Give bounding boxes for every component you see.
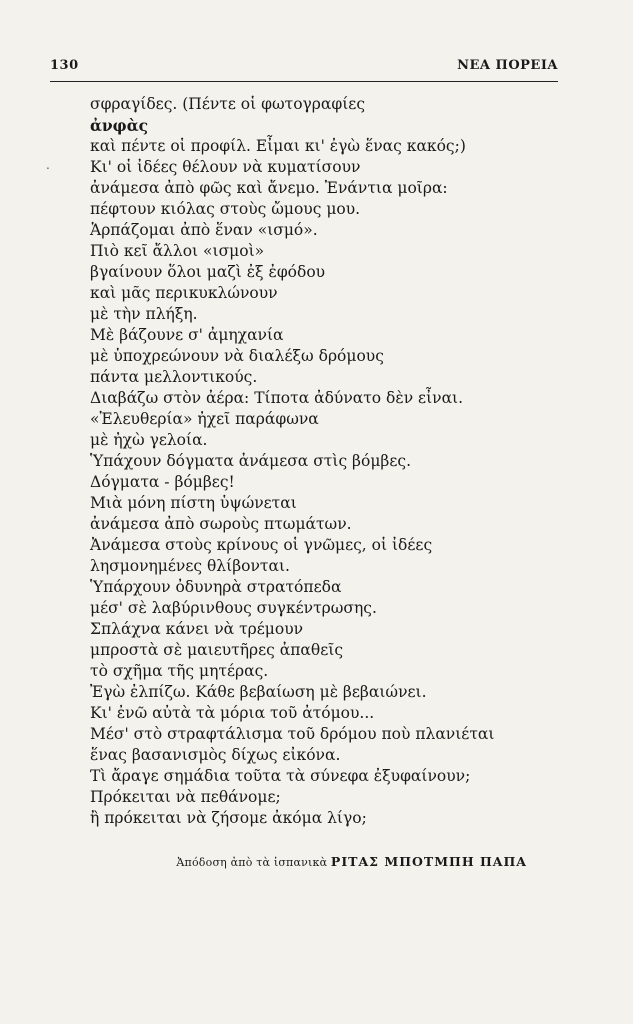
running-title: ΝΕΑ ΠΟΡΕΙΑ <box>457 58 558 73</box>
poem-line: Μιὰ μόνη πίστη ὑψώνεται <box>90 494 297 512</box>
poem-line: Σπλάχνα κάνει νὰ τρέμουν <box>90 620 304 638</box>
poem-line: Μὲ βάζουνε σ' ἀμηχανία <box>90 326 284 344</box>
poem-line: τὸ σχῆμα τῆς μητέρας. <box>90 662 269 680</box>
poem-line: βγαίνουν ὅλοι μαζὶ ἐξ ἐφόδου <box>90 263 326 281</box>
translation-credit <box>0 854 527 869</box>
poem-line: ἕνας βασανισμὸς δίχως εἰκόνα. <box>90 746 341 764</box>
poem-line: Ὑπάχουν δόγματα ἀνάμεσα στὶς βόμβες. <box>90 452 412 470</box>
poem-line: Διαβάζω στὸν ἀέρα: Τίποτα ἀδύνατο δὲν εἶναι. <box>90 389 464 407</box>
poem-line: πάντα μελλοντικούς. <box>90 368 258 386</box>
poem-line: πέφτουν κιόλας στοὺς ὤμους μου. <box>90 200 361 218</box>
poem-line: Δόγματα - βόμβες! <box>90 473 235 491</box>
poem-line: Μέσ' στὸ στραφτάλισμα τοῦ δρόμου ποὺ πλανιέται <box>90 725 495 743</box>
poem-line: σφραγίδες. (Πέντε οἱ φωτογραφίες <box>90 95 366 113</box>
margin-dot: . <box>46 158 50 172</box>
poem-line: Τὶ ἄραγε σημάδια τοῦτα τὰ σύνεφα ἐξυφαίνουν; <box>90 767 471 785</box>
header-rule <box>50 81 558 82</box>
poem-line: μπροστὰ σὲ μαιευτῆρες ἀπαθεῖς <box>90 641 344 659</box>
poem-line: λησμονημένες θλίβονται. <box>90 557 290 575</box>
poem-line: μέσ' σὲ λαβύρινθους συγκέντρωσης. <box>90 599 377 617</box>
poem-line: Κι' οἱ ἰδέες θέλουν νὰ κυματίσουν <box>90 158 361 176</box>
poem-line: Ὑπάρχουν ὀδυνηρὰ στρατόπεδα <box>90 578 342 596</box>
poem-line: μὲ τὴν πλήξη. <box>90 305 198 323</box>
poem-line: καὶ μᾶς περικυκλώνουν <box>90 284 278 302</box>
credit-lead: Ἀπόδοση ἀπὸ τὰ ἱσπανικὰ <box>176 856 331 869</box>
poem-line: Ἀνάμεσα στοὺς κρίνους οἱ γνῶμες, οἱ ἰδέες <box>90 536 433 554</box>
poem-line: Ἁρπάζομαι ἀπὸ ἕναν «ισμό». <box>90 221 318 239</box>
poem-line: μὲ ὑποχρεώνουν νὰ διαλέξω δρόμους <box>90 347 384 365</box>
poem-line: Κι' ἐνῶ αὐτὰ τὰ μόρια τοῦ ἀτόμου... <box>90 704 375 722</box>
poem-line: ἀνάμεσα ἀπὸ σωροὺς πτωμάτων. <box>90 515 352 533</box>
translator-name: ΡΙΤΑΣ ΜΠΟΤΜΠΗ ΠΑΠΑ <box>330 854 527 869</box>
poem-line: «Ἐλευθερία» ἠχεῖ παράφωνα <box>90 410 319 428</box>
poem-line: Πιὸ κεῖ ἄλλοι «ισμοὶ» <box>90 242 265 260</box>
poem-line: καὶ πέντε οἱ προφίλ. Εἶμαι κι' ἐγὼ ἕνας κακός;) <box>90 137 466 155</box>
page-number: 130 <box>50 58 79 73</box>
poem-line: μὲ ἠχὼ γελοία. <box>90 431 208 449</box>
poem-line: ἢ πρόκειται νὰ ζήσομε ἀκόμα λίγο; <box>90 809 367 827</box>
poem-line: Ἐγὼ ἐλπίζω. Κάθε βεβαίωση μὲ βεβαιώνει. <box>90 683 427 701</box>
poem-line: ἀνάμεσα ἀπὸ φῶς καὶ ἄνεμο. Ἐνάντια μοῖρα: <box>90 179 448 197</box>
poem-line: Πρόκειται νὰ πεθάνομε; <box>90 788 281 806</box>
page-header <box>50 58 558 80</box>
poem-line: ἀνφὰς <box>90 116 149 135</box>
